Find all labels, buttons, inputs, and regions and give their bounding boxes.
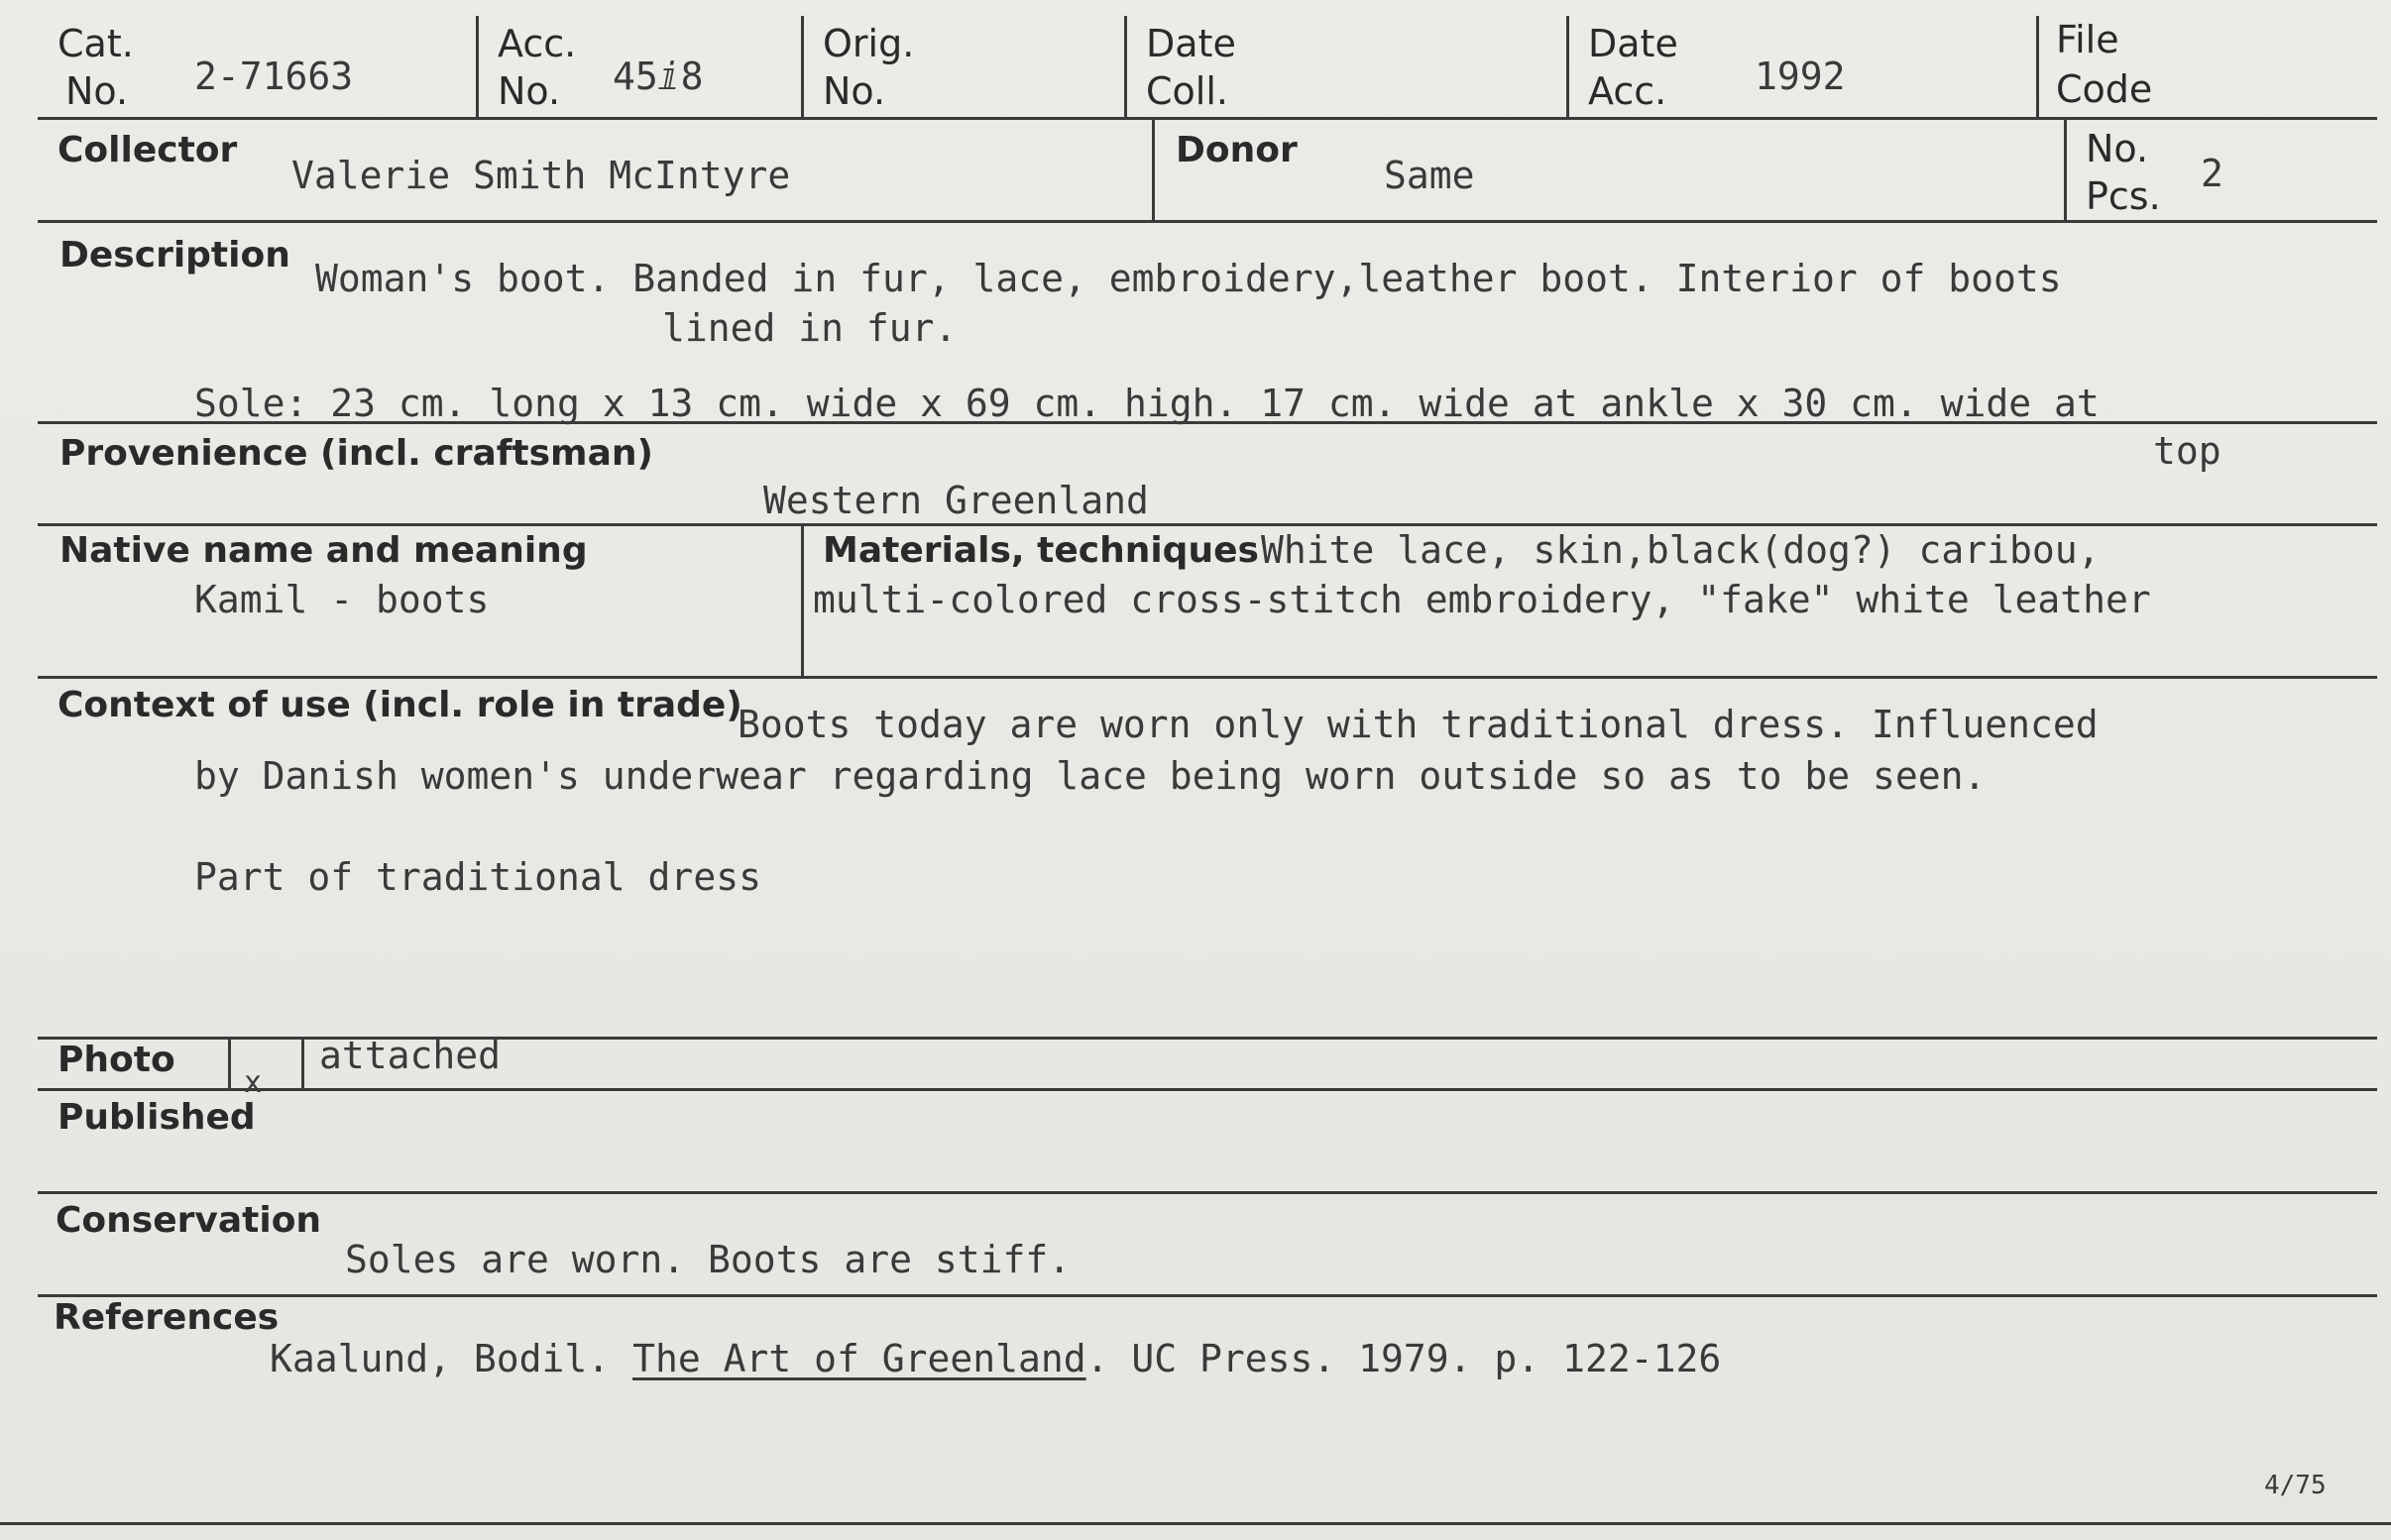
form-code: 4/75 [2264, 1471, 2327, 1500]
conservation-value: Soles are worn. Boots are stiff. [345, 1238, 1072, 1281]
collector-value: Valerie Smith McIntyre [291, 154, 791, 197]
date-coll-label-2: Coll. [1146, 69, 1228, 113]
rule-top [38, 117, 2377, 120]
cat-no-label-2: No. [65, 69, 129, 113]
context-line-2: by Danish women's underwear regarding lace being worn outside so as to be seen. [194, 754, 1987, 798]
pcs-label-2: Pcs. [2086, 174, 2161, 218]
references-label: References [54, 1297, 280, 1338]
description-line-2: lined in fur. [662, 306, 958, 350]
pcs-label: No. [2086, 127, 2149, 170]
references-rest: . UC Press. 1979. p. 122-126 [1085, 1337, 1722, 1380]
published-label: Published [57, 1097, 256, 1138]
context-line-1: Boots today are worn only with traditional dress. Influenced [738, 703, 2099, 746]
native-name-label: Native name and meaning [59, 530, 588, 571]
acc-no-label-2: No. [498, 69, 561, 113]
file-code-label-2: Code [2056, 67, 2153, 111]
description-sole-tail: top [2153, 429, 2221, 473]
pcs-value: 2 [2201, 152, 2223, 195]
divider-pcs [2064, 119, 2067, 222]
provenience-label: Provenience (incl. craftsman) [59, 433, 653, 474]
photo-label: Photo [57, 1040, 175, 1080]
divider-date-coll [1124, 16, 1127, 119]
photo-checkbox-mark: x [244, 1065, 263, 1100]
rule-published [38, 1191, 2377, 1194]
date-coll-label: Date [1146, 22, 1236, 65]
orig-no-label-2: No. [823, 69, 886, 113]
context-label: Context of use (incl. role in trade) [57, 685, 742, 725]
conservation-label: Conservation [56, 1200, 322, 1241]
acc-no-value: 45ⅈ8 [613, 55, 704, 98]
native-name-value: Kamil - boots [194, 578, 490, 621]
materials-label: Materials, techniques [823, 530, 1259, 571]
context-line-3: Part of traditional dress [194, 855, 761, 899]
orig-no-label: Orig. [823, 22, 915, 65]
references-author: Kaalund, Bodil. [270, 1337, 611, 1380]
description-label: Description [59, 235, 290, 275]
divider-acc [476, 16, 479, 119]
rule-native [38, 676, 2377, 679]
file-code-label: File [2056, 18, 2119, 61]
rule-photo [38, 1088, 2377, 1091]
description-line-1: Woman's boot. Banded in fur, lace, embroidery,leather boot. Interior of boots [315, 257, 2062, 300]
date-acc-label-2: Acc. [1588, 69, 1667, 113]
divider-materials [801, 525, 804, 678]
donor-value: Same [1384, 154, 1475, 197]
rule-conservation [38, 1294, 2377, 1297]
divider-date-acc [1566, 16, 1569, 119]
references-title: The Art of Greenland [632, 1337, 1086, 1380]
references-line [270, 1334, 1721, 1383]
divider-photo-box-left [228, 1037, 231, 1090]
donor-label: Donor [1176, 130, 1298, 170]
description-sole-line: Sole: 23 cm. long x 13 cm. wide x 69 cm. high. 17 cm. wide at ankle x 30 cm. wide at [194, 382, 2100, 425]
materials-line-2: multi-colored cross-stitch embroidery, "fake" white leather [813, 578, 2151, 621]
materials-line-1: White lace, skin,black(dog?) caribou, [1261, 528, 2101, 572]
rule-collector [38, 220, 2377, 223]
provenience-value: Western Greenland [763, 479, 1149, 522]
rule-bottom [0, 1522, 2391, 1525]
cat-no-label: Cat. [57, 22, 134, 65]
divider-orig [801, 16, 804, 119]
acc-no-label: Acc. [498, 22, 577, 65]
collector-label: Collector [57, 130, 238, 170]
date-acc-value: 1992 [1755, 55, 1846, 98]
divider-file-code [2036, 16, 2039, 119]
date-acc-label: Date [1588, 22, 1678, 65]
divider-photo-box-right [301, 1037, 304, 1090]
photo-value: attached [319, 1034, 502, 1077]
cat-no-value: 2-71663 [194, 55, 354, 98]
divider-donor [1152, 119, 1155, 222]
